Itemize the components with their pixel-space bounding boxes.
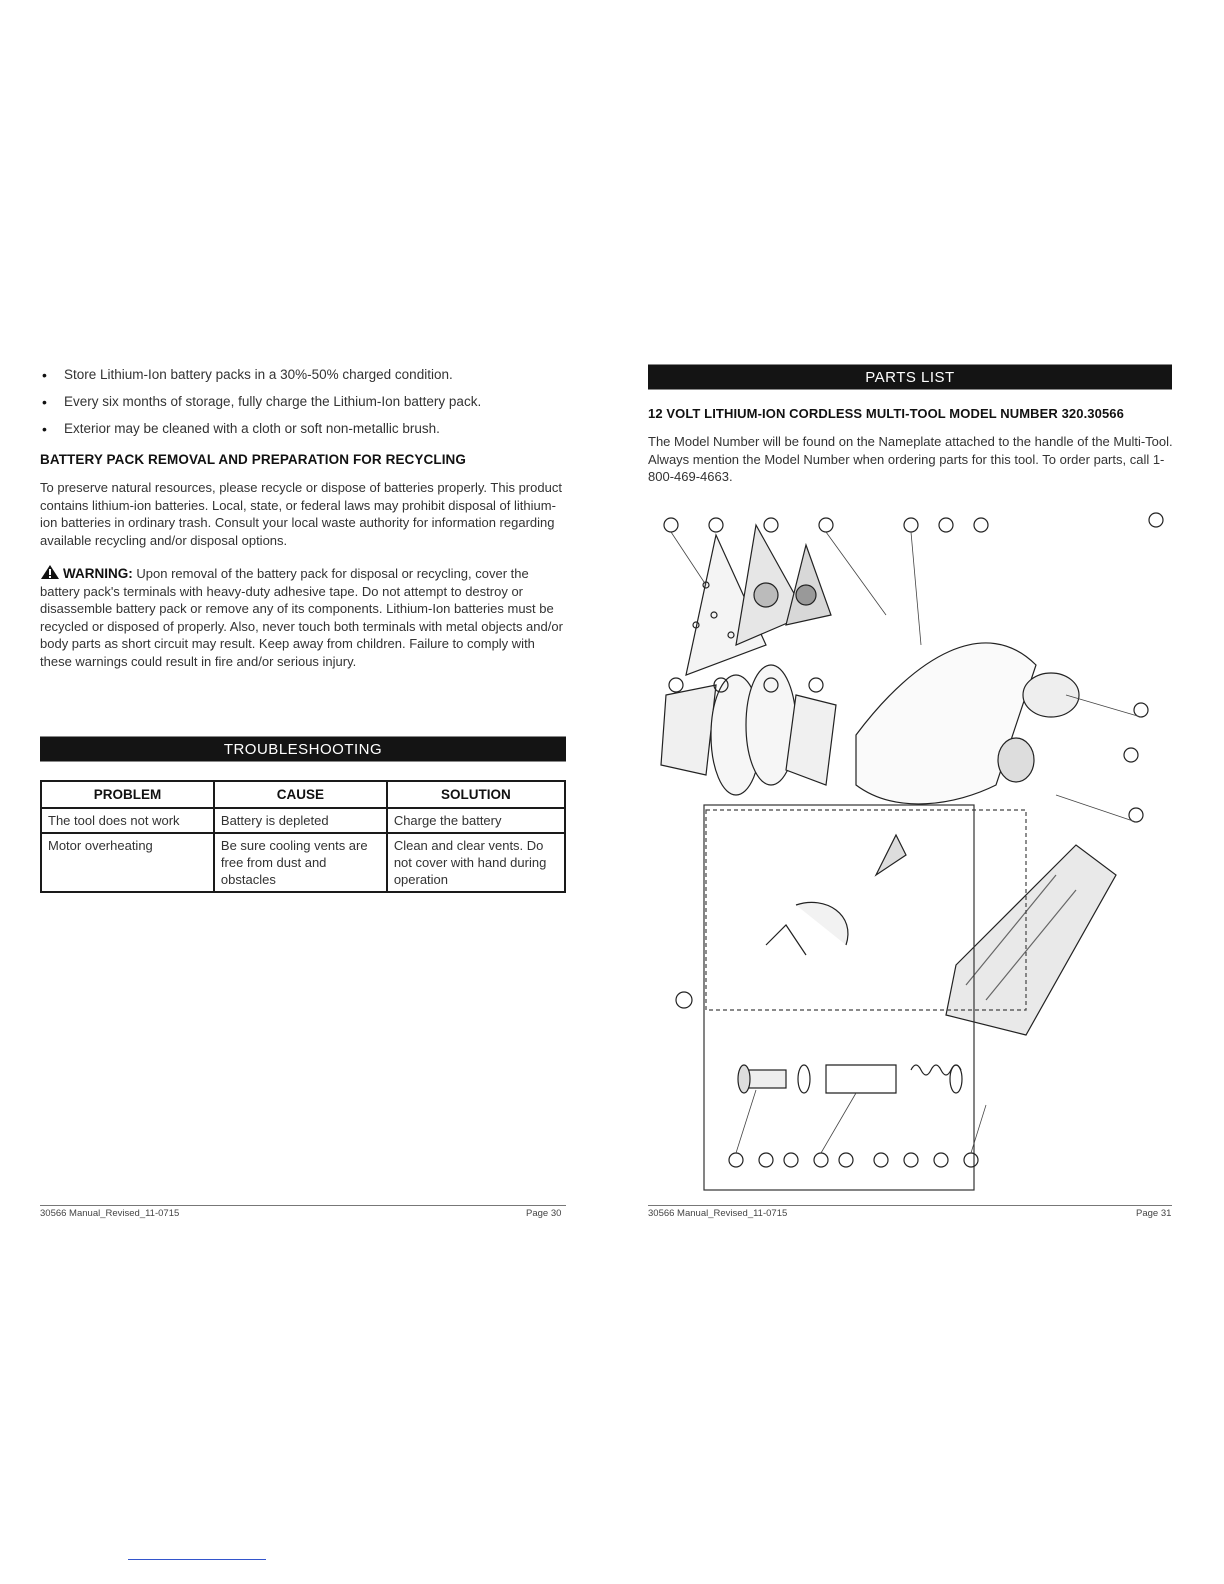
exploded-parts-diagram — [656, 495, 1168, 1195]
storage-bullet-list — [40, 366, 580, 447]
bullet-six-month-charge: • Every six months of storage, fully charge the Lithium-Ion battery pack. — [40, 393, 580, 411]
link-underline — [128, 1559, 266, 1560]
footer-rule — [40, 1205, 566, 1206]
recycling-paragraph: To preserve natural resources, please recycle or dispose of batteries properly. This product contains lithium-ion batteries. Local, state, or federal laws may prohibit disposal of lithium-ion batteries in ordinary trash. Consult your local waste authority for information regarding available recycling and/or disposal options. — [40, 480, 562, 548]
footer-rule — [648, 1205, 1172, 1206]
header-solution: SOLUTION — [387, 781, 565, 808]
saw-blades — [661, 665, 836, 795]
switch-parts — [766, 835, 906, 955]
bottom-callouts — [676, 992, 978, 1167]
table-row — [41, 808, 565, 833]
bullet-exterior-cleaning: • Exterior may be cleaned with a cloth or soft non-metallic brush. — [40, 420, 580, 438]
problem-cell: Motor overheating — [41, 833, 214, 892]
footer-doc-id: 30566 Manual_Revised_11-0715 — [40, 1208, 180, 1219]
table-row — [41, 833, 565, 892]
tool-handle — [946, 845, 1116, 1035]
shaft-assembly — [738, 1065, 962, 1093]
warning-triangle-icon — [40, 564, 60, 580]
solution-cell: Clean and clear vents. Do not cover with hand during operation — [387, 833, 565, 892]
solution-cell: Charge the battery — [387, 808, 565, 833]
assembly-frame — [704, 805, 974, 1190]
warning-text: Upon removal of the battery pack for disposal or recycling, cover the battery pack's terminals with heavy-duty adhesive tape. Do not attempt to destroy or disassemble battery pack or remove any of its components. Lithium-Ion batteries must be recycled or disposed of properly. Also, never touch both terminals with metal objects and/or body parts as short circuit may result. Keep away from children. Failure to comply with these warnings could result in fire and/or serious injury. — [40, 566, 563, 669]
model-heading: 12 VOLT LITHIUM-ION CORDLESS MULTI-TOOL MODEL NUMBER 320.30566 — [648, 406, 1124, 421]
footer-page-number: Page 30 — [526, 1208, 562, 1219]
parts-list-banner: PARTS LIST — [648, 364, 1172, 390]
warning-label: WARNING: — [63, 566, 133, 581]
bullet-storage-charge: • Store Lithium-Ion battery packs in a 30%-50% charged condition. — [40, 366, 580, 384]
footer-page-number: Page 31 — [1136, 1208, 1172, 1219]
triangle-pad-mount — [786, 545, 831, 625]
recycling-heading: BATTERY PACK REMOVAL AND PREPARATION FOR RECYCLING — [40, 452, 467, 467]
cause-cell: Battery is depleted — [214, 808, 387, 833]
cause-cell: Be sure cooling vents are free from dust and obstacles — [214, 833, 387, 892]
problem-cell: The tool does not work — [41, 808, 214, 833]
troubleshooting-banner: TROUBLESHOOTING — [40, 736, 566, 762]
table-header-row — [41, 781, 565, 808]
header-cause: CAUSE — [214, 781, 387, 808]
header-problem: PROBLEM — [41, 781, 214, 808]
footer-doc-id: 30566 Manual_Revised_11-0715 — [648, 1208, 788, 1219]
motor-housing — [856, 643, 1079, 804]
model-paragraph: The Model Number will be found on the Nameplate attached to the handle of the Multi-Tool. Always mention the Model Number when ordering parts for this tool. To order parts, call 1-800-469-4663. — [648, 434, 1173, 484]
troubleshooting-table — [40, 780, 566, 893]
warning-block — [40, 564, 570, 670]
